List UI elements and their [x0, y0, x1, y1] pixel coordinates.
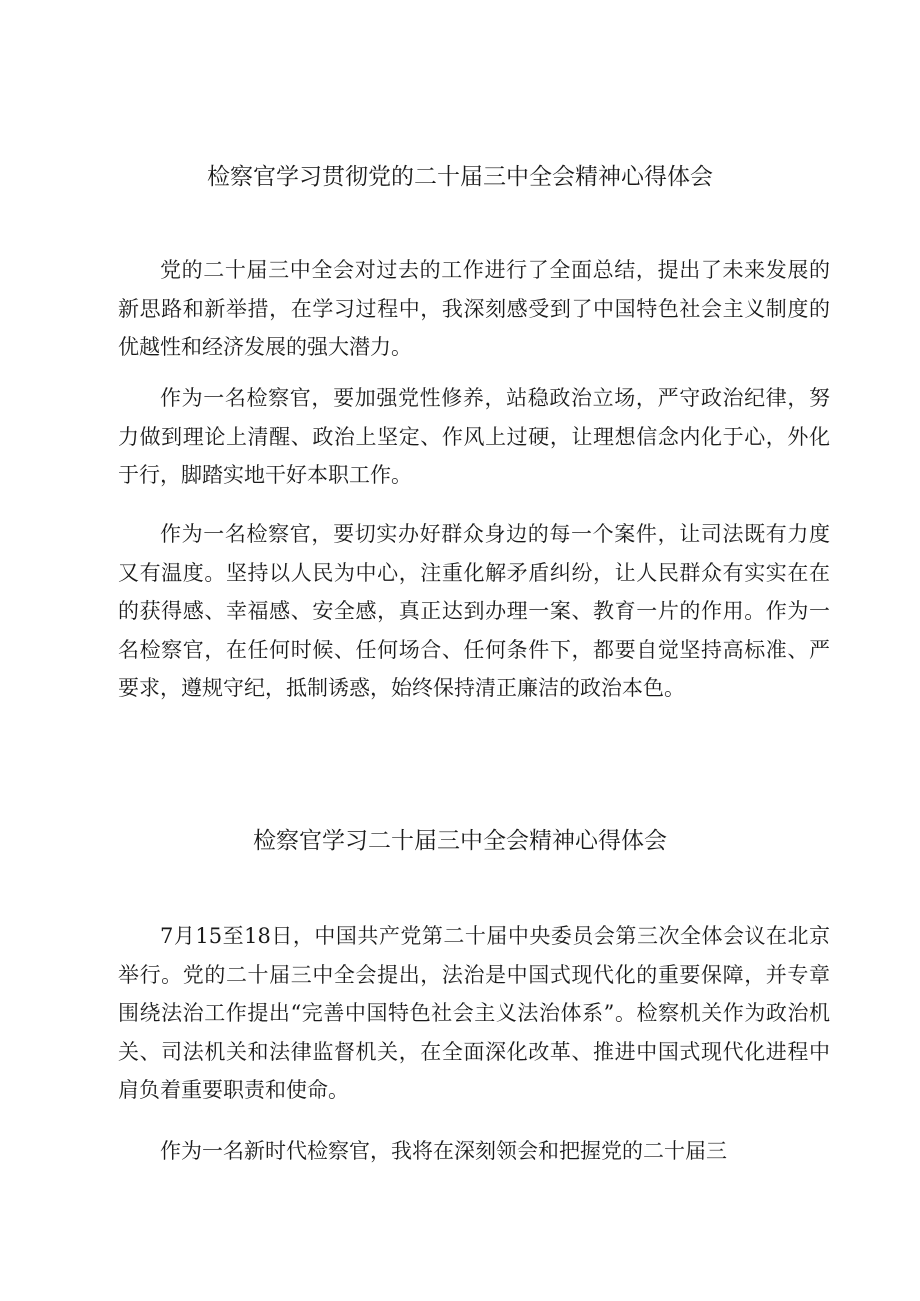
article-1-paragraph-1: 党的二十届三中全会对过去的工作进行了全面总结，提出了未来发展的新思路和新举措，在学习过程中，我深刻感受到了中国特色社会主义制度的优越性和经济发展的强大潜力。: [118, 258, 830, 359]
article-1-title: 检察官学习贯彻党的二十届三中全会精神心得体会: [207, 164, 713, 190]
article-1-paragraph-3: 作为一名检察官，要切实办好群众身边的每一个案件，让司法既有力度又有温度。坚持以人民为中心，注重化解矛盾纠纷，让人民群众有实实在在的获得感、幸福感、安全感，真正达到办理一案、教育一片的作用。作为一名检察官，在任何时候、任何场合、任何条件下，都要自觉坚持高标准、严要求，遵规守纪，抵制诱惑，始终保持清正廉洁的政治本色。: [118, 522, 830, 700]
article-1-paragraph-2: 作为一名检察官，要加强党性修养，站稳政治立场，严守政治纪律，努力做到理论上清醒、政治上坚定、作风上过硬，让理想信念内化于心，外化于行，脚踏实地干好本职工作。: [118, 386, 830, 487]
article-2-title: 检察官学习二十届三中全会精神心得体会: [253, 828, 667, 854]
article-2-paragraph-2: 作为一名新时代检察官，我将在深刻领会和把握党的二十届三: [160, 1139, 727, 1163]
article-2-paragraph-1: 7月15至18日，中国共产党第二十届中央委员会第三次全体会议在北京举行。党的二十届三中全会提出，法治是中国式现代化的重要保障，并专章围绕法治工作提出“完善中国特色社会主义法治体系”。检察机关作为政治机关、司法机关和法律监督机关，在全面深化改革、推进中国式现代化进程中肩负着重要职责和使命。: [118, 924, 830, 1102]
